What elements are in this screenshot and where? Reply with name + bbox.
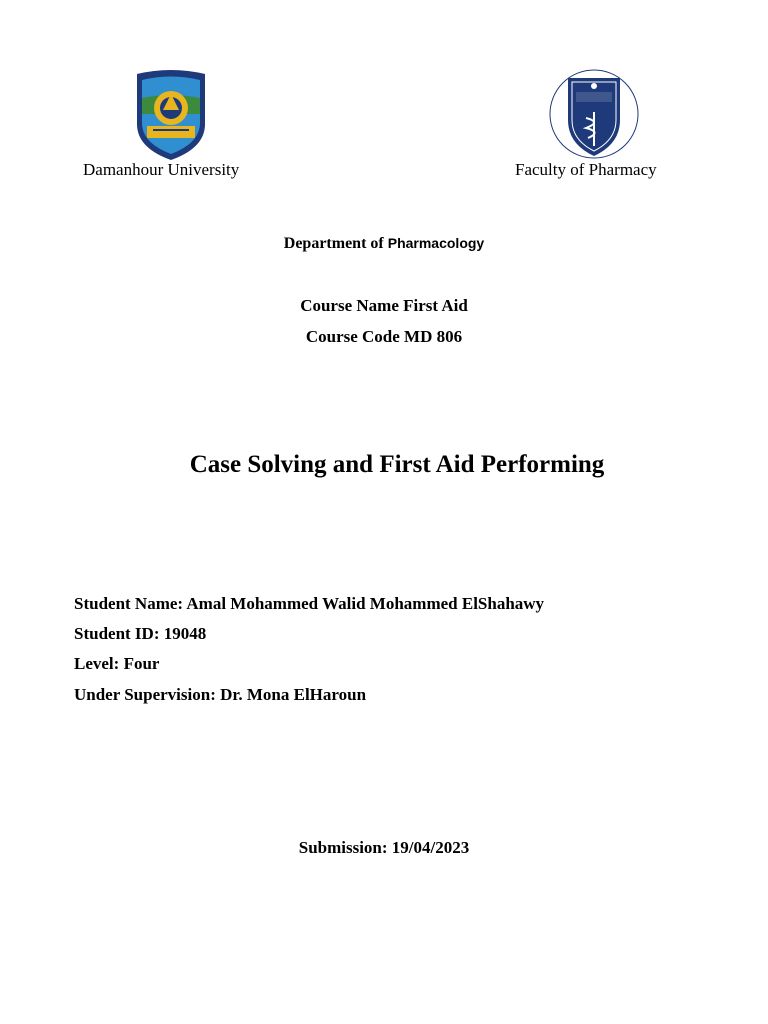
department-prefix: Department of <box>283 235 388 252</box>
faculty-logo <box>548 68 640 160</box>
supervisor: Under Supervision: Dr. Mona ElHaroun <box>74 685 367 704</box>
course-name: Course Name First Aid <box>300 296 468 315</box>
university-name: Damanhour University <box>83 160 240 179</box>
university-crest-icon <box>133 68 209 162</box>
department-line <box>0 235 768 253</box>
student-id: Student ID: 19048 <box>74 624 207 643</box>
student-name: Student Name: Amal Mohammed Walid Mohammed ElShahawy <box>74 594 545 613</box>
submission-date: Submission: 19/04/2023 <box>298 838 470 857</box>
student-level: Level: Four <box>74 654 160 673</box>
course-code: Course Code MD 806 <box>305 327 463 346</box>
faculty-name: Faculty of Pharmacy <box>515 160 657 179</box>
pharmacy-shield-icon <box>548 68 640 160</box>
document-title: Case Solving and First Aid Performing <box>189 451 605 478</box>
department-name: Pharmacology <box>387 235 485 251</box>
university-logo <box>133 68 209 162</box>
